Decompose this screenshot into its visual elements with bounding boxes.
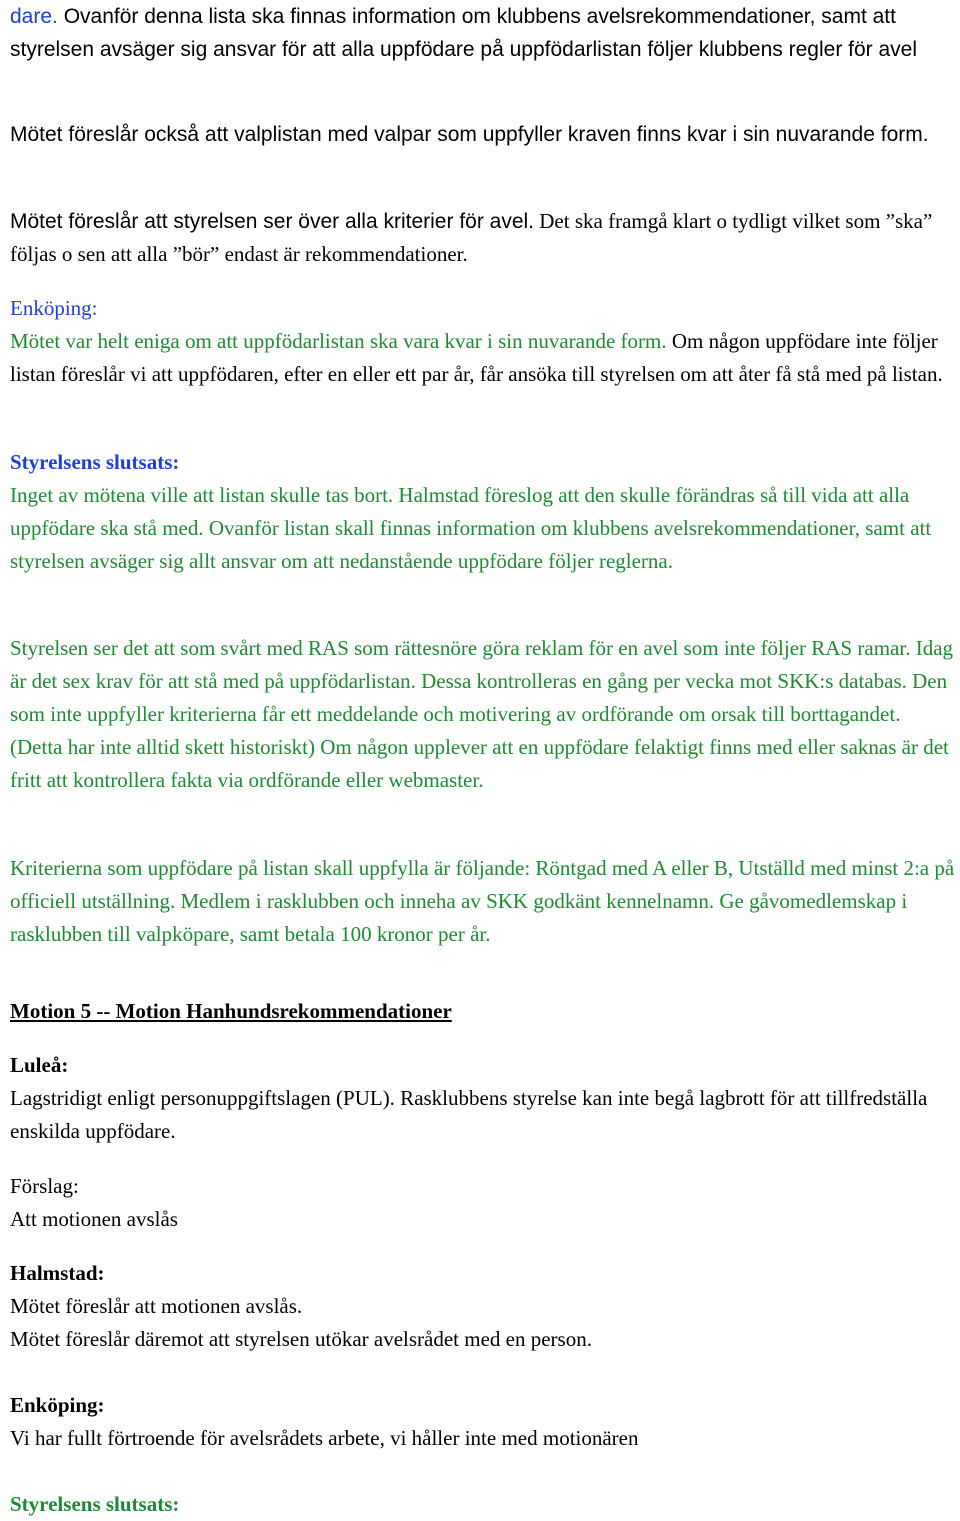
heading-slutsats-2: Styrelsens slutsats: xyxy=(10,1492,180,1516)
paragraph-lulea: Lagstridigt enligt personuppgiftslagen (PUL). Rasklubbens styrelse kan inte begå lagbrott för att tillfredställa enskilda uppfödare. xyxy=(10,1086,928,1143)
paragraph-slutsats-3: Kriterierna som uppfödare på listan skall uppfylla är följande: Röntgad med A eller B, Utställd med minst 2:a på officiell utställning. Medlem i rasklubben och inneha av SKK godkänt kennelnamn. Ge gåvomedlemskap i rasklubben till valpköpare, samt betala 100 kronor per år. xyxy=(10,856,955,946)
heading-forslag: Förslag: xyxy=(10,1174,79,1198)
enkoping-1-text-a: Mötet var helt eniga om att uppfödarlistan ska vara kvar i sin nuvarande form. xyxy=(10,329,667,353)
kriterier-text-b: Det ska framgå klart o tydligt vilket som ”ska” följas o sen att alla ”bör” endast är rekommendationer. xyxy=(10,209,933,266)
enkoping-1-text-b: Om någon uppfödare inte följer listan föreslår vi att uppfödaren, efter en eller ett par år, får ansöka till styrelsen om att åter få stå med på listan. xyxy=(10,329,943,386)
paragraph-halmstad-2: Mötet föreslår däremot att styrelsen utökar avelsrådet med en person. xyxy=(10,1327,592,1351)
heading-lulea: Luleå: xyxy=(10,1053,69,1077)
heading-slutsats-1: Styrelsens slutsats: xyxy=(10,450,180,474)
paragraph-enkoping-1 xyxy=(10,325,956,391)
heading-motion-5: Motion 5 -- Motion Hanhundsrekommendationer xyxy=(10,999,452,1023)
intro-text: Ovanför denna lista ska finnas information om klubbens avelsrekommendationer, samt att styrelsen avsäger sig ansvar för att alla uppfödare på uppfödarlistan följer klubbens regler för avel xyxy=(10,5,918,61)
paragraph-intro xyxy=(10,0,956,66)
paragraph-kriterier xyxy=(10,205,956,271)
heading-enkoping-2: Enköping: xyxy=(10,1393,105,1417)
paragraph-slutsats-2: Styrelsen ser det att som svårt med RAS som rättesnöre göra reklam för en avel som inte följer RAS ramar. Idag är det sex krav för att stå med på uppfödarlistan. Dessa kontrolleras en gång per vecka mot SKK:s databas. Den som inte uppfyller kriterierna får ett meddelande och motivering av ordförande om orsak till borttagandet. (Detta har inte alltid skett historiskt) Om någon upplever att en uppfödare felaktigt finns med eller saknas är det fritt att kontrollera fakta via ordförande eller webmaster. xyxy=(10,636,954,792)
paragraph-forslag: Att motionen avslås xyxy=(10,1207,178,1231)
paragraph-halmstad-1: Mötet föreslår att motionen avslås. xyxy=(10,1294,303,1318)
paragraph-enkoping-2: Vi har fullt förtroende för avelsrådets arbete, vi håller inte med motionären xyxy=(10,1426,639,1450)
heading-halmstad: Halmstad: xyxy=(10,1261,105,1285)
kriterier-text-a: Mötet föreslår att styrelsen ser över alla kriterier för avel. xyxy=(10,210,535,233)
word-dare: dare. xyxy=(10,5,58,28)
paragraph-valplista: Mötet föreslår också att valplistan med valpar som uppfyller kraven finns kvar i sin nuvarande form. xyxy=(10,123,929,146)
paragraph-slutsats-1: Inget av mötena ville att listan skulle tas bort. Halmstad föreslog att den skulle förändras så till vida att alla uppfödare ska stå med. Ovanför listan skall finnas information om klubbens avelsrekommendationer, samt att styrelsen avsäger sig allt ansvar om att nedanstående uppfödare följer reglerna. xyxy=(10,483,932,573)
heading-enkoping-1: Enköping: xyxy=(10,296,98,320)
